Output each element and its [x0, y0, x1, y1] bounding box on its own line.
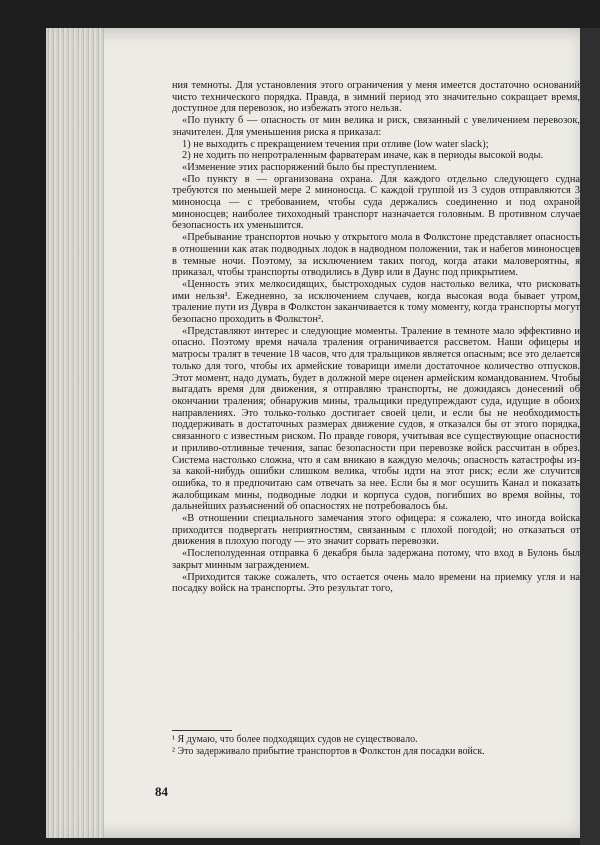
paragraph: ния темноты. Для установления этого ограничения у меня имеется достаточно оснований чисто технического порядка. Правда, в зимний период это значительно сокращает время, доступное для перевозок, но избежать этого нельзя. [172, 80, 580, 115]
page-right-shadow [580, 28, 600, 845]
paragraph: «В отношении специального замечания этого офицера: я сожалею, что иногда войска приходится подвергать неприятностям, связанным с плохой погодой; но отказаться от движения в плохую погоду — это значит сорвать перевозки. [172, 513, 580, 548]
paragraph: «По пункту в — организована охрана. Для каждого отдельно следующего судна требуются по меньшей мере 2 миноносца. С каждой группой из 3 судов отправляются 3 миноносца — с требованием, чтобы суда держались соединенно и под охраной миноносцев; наиболее тихоходный транспорт назначается головным. В противном случае безопасность их уменьшится. [172, 173, 580, 232]
paragraph: 1) не выходить с прекращением течения при отливе (low water slack); [182, 138, 489, 150]
paragraph: «Пребывание транспортов ночью у открытого мола в Фолкстоне представляет опасность в отношении как атак подводных лодок в надводном положении, так и набегов миноносцев в темные ночи. Поэтому, за исключением таких погод, когда атаки маловероятны, я приказал, чтобы транспорты отводились в Дувр или в Даунс под прикрытием. [172, 232, 580, 279]
footnote-divider [172, 730, 232, 731]
page-binding-edge [46, 28, 104, 838]
paragraph: «Ценность этих мелкосидящих, быстроходных судов настолько велика, что рисковать ими нельзя¹. Ежедневно, за исключением случаев, когда высокая вода бывает утром, траление пути из Дувра в Фолкстон заканчивается к тому моменту, когда транспорты могут безопасно проходить в Фолкстон². [172, 278, 580, 326]
paragraph: «Изменение этих распоряжений было бы преступлением. [182, 161, 437, 173]
paragraph: «Послеполуденная отправка 6 декабря была задержана потому, что вход в Булонь был закрыт минным заграждением. [172, 548, 580, 571]
paragraph: 2) не ходить по непротраленным фарватерам иначе, как в периоды высокой воды. [182, 150, 544, 162]
footnote: ¹ Я думаю, что более подходящих судов не существовало. [172, 734, 418, 745]
paragraph: «Приходится также сожалеть, что остается очень мало времени на приемку угля и на посадку войск на транспорты. Это результат того, [172, 571, 580, 595]
paragraph: «Представляют интерес и следующие моменты. Траление в темноте мало эффективно и опасно. Поэтому время начала траления ограничивается рассветом. Наши офицеры и матросы тралят в течение 18 часов, что для тральщиков является опасным; все это делается только для того, чтобы их армейские товарищи имели достаточное количество отпусков. Этот момент, надо думать, будет в должной мере оценен армейским командованием. Чтобы выгадать время для движения, я отправляю транспорты, не дожидаясь донесений об окончании траления; обнаружив мины, тральщики предупреждают суда, идущие в обоих направлениях. Это только-только достигает своей цели, и если бы не необходимость поддерживать в достаточных размерах движение судов, я отказался бы от этого порядка, связанного с известным риском. По правде говоря, учитывая все существующие опасности и приливо-отливные течения, запас безопасности при перевозке войск рассчитан в обрез. Система настолько сложна, что я сам вникаю в каждую мелочь; опасность катастрофы из-за какой-нибудь ошибки слишком велика, чтобы идти на этот риск; если же случится ошибка, то я предпочитаю сам отвечать за нее. Если бы я мог осушить Канал и показать жалобщикам мины, подводные лодки и корпуса судов, погибших во время войны, то дальнейших разъяснений об опасностях не потребовалось бы. [172, 325, 580, 513]
page-number: 84 [155, 784, 168, 799]
body-text [172, 80, 580, 595]
footnotes [172, 734, 580, 758]
paragraph: «По пункту б — опасность от мин велика и риск, связанный с увеличением перевозок, значителен. Для уменьшения риска я приказал: [172, 115, 580, 138]
footnote: ² Это задерживало прибытие транспортов в Фолкстон для посадки войск. [172, 746, 485, 757]
